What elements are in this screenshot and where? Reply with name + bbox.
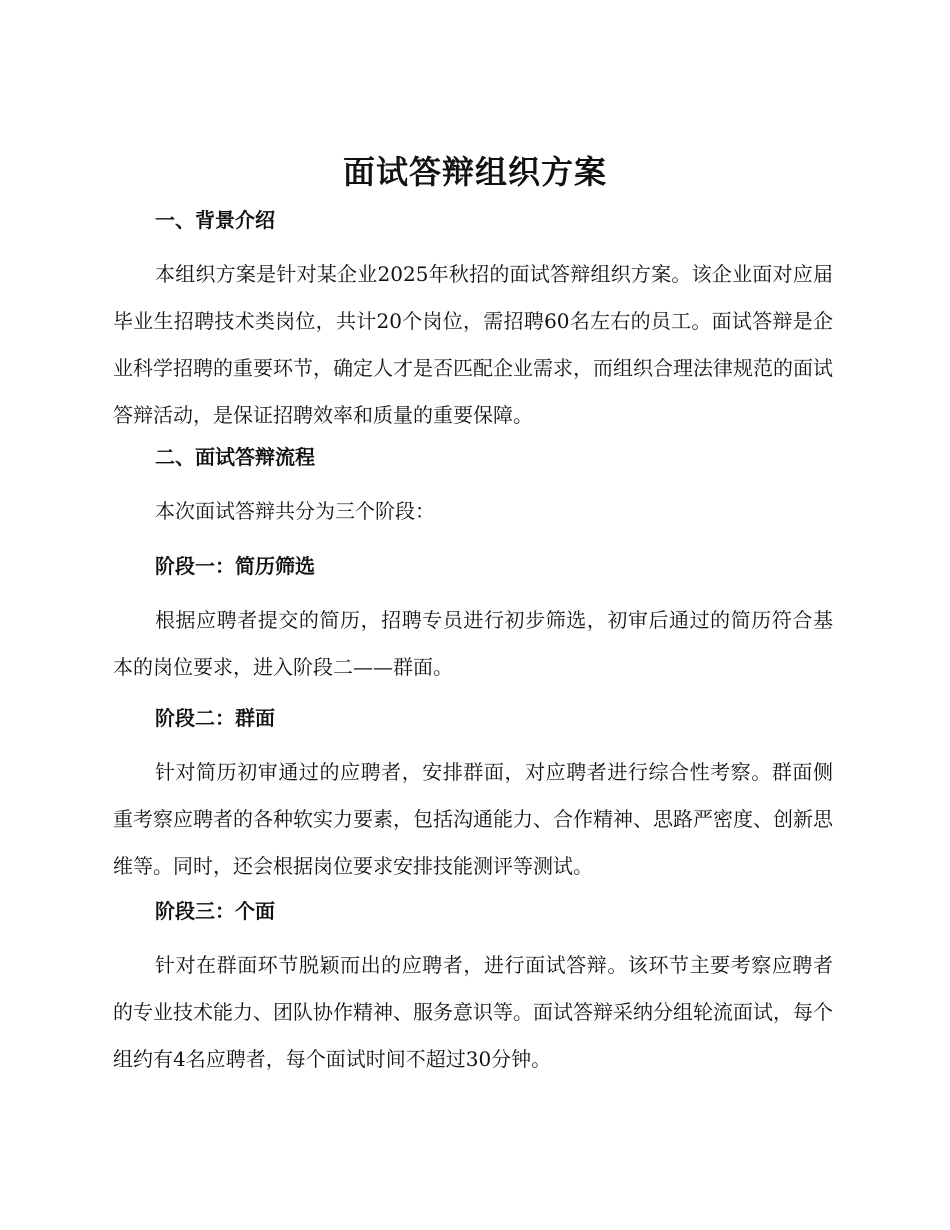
stage-heading-group-interview: 阶段二：群面 xyxy=(155,706,275,730)
paragraph-resume-screening: 根据应聘者提交的简历，招聘专员进行初步筛选，初审后通过的简历符合基本的岗位要求，进入阶段二——群面。 xyxy=(113,608,833,679)
stage-heading-individual-interview: 阶段三：个面 xyxy=(155,899,275,923)
section-heading-process: 二、面试答辩流程 xyxy=(155,445,315,469)
document-title: 面试答辩组织方案 xyxy=(342,153,607,191)
section-heading-background: 一、背景介绍 xyxy=(155,208,275,232)
paragraph-background: 本组织方案是针对某企业2025年秋招的面试答辩组织方案。该企业面对应届毕业生招聘技术类岗位，共计20个岗位，需招聘60名左右的员工。面试答辩是企业科学招聘的重要环节，确定人才是否匹配企业需求，而组织合理法律规范的面试答辩活动，是保证招聘效率和质量的重要保障。 xyxy=(113,262,833,427)
paragraph-process-intro: 本次面试答辩共分为三个阶段： xyxy=(155,499,435,523)
paragraph-group-interview: 针对简历初审通过的应聘者，安排群面，对应聘者进行综合性考察。群面侧重考察应聘者的各种软实力要素，包括沟通能力、合作精神、思路严密度、创新思维等。同时，还会根据岗位要求安排技能测评等测试。 xyxy=(113,760,833,878)
paragraph-individual-interview: 针对在群面环节脱颖而出的应聘者，进行面试答辩。该环节主要考察应聘者的专业技术能力、团队协作精神、服务意识等。面试答辩采纳分组轮流面试，每个组约有4名应聘者，每个面试时间不超过30分钟。 xyxy=(113,953,833,1071)
stage-heading-resume-screening: 阶段一：简历筛选 xyxy=(155,554,315,578)
